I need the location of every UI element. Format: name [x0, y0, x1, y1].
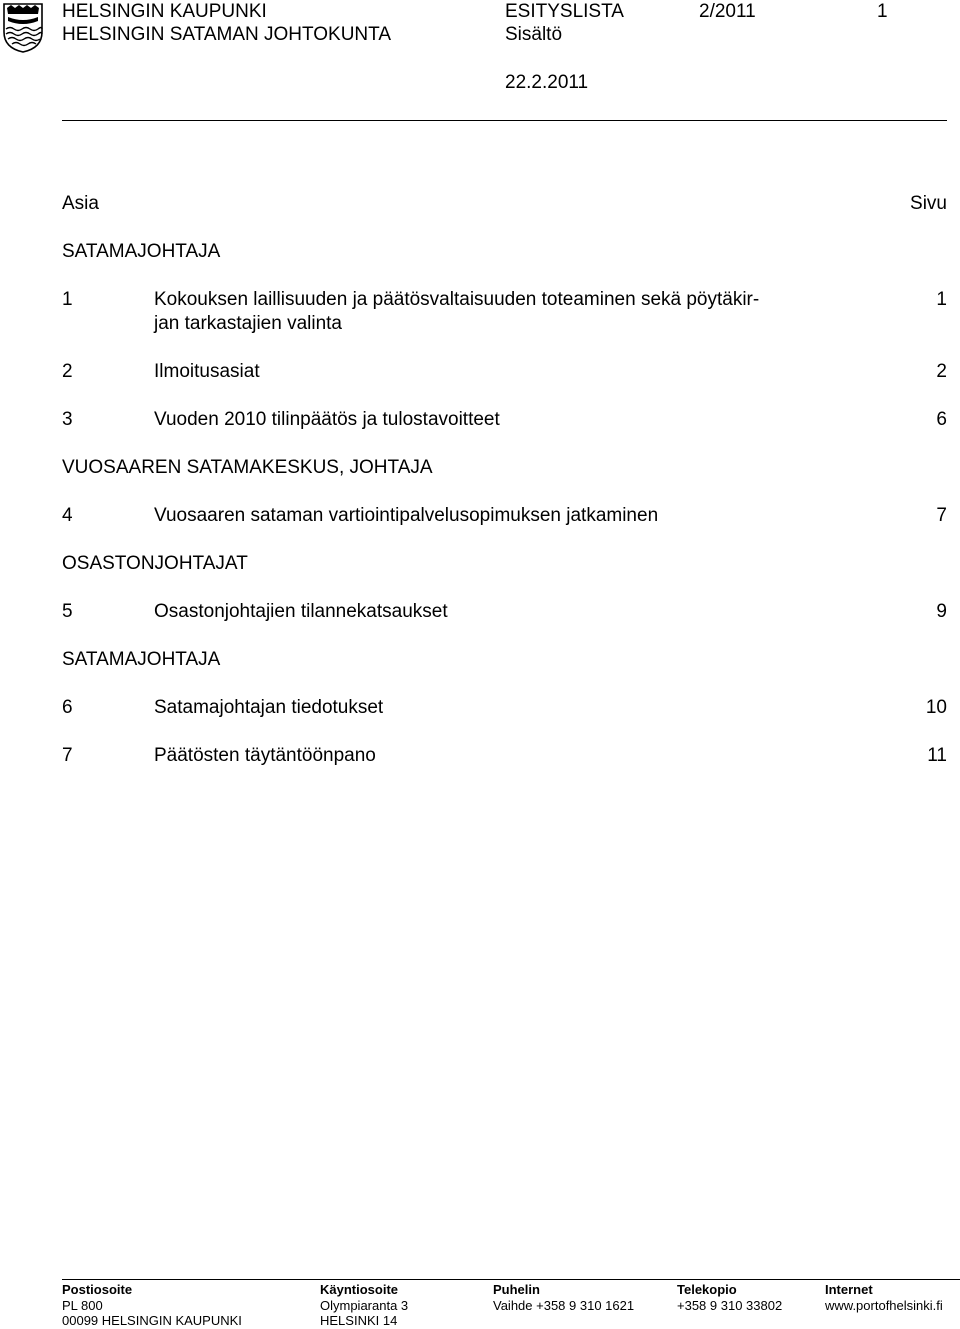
footer-postal-line2: 00099 HELSINGIN KAUPUNKI: [62, 1313, 242, 1328]
footer-fax-label: Telekopio: [677, 1282, 737, 1297]
item-number: 6: [62, 697, 73, 718]
column-page-header: Sivu: [910, 193, 947, 214]
group-heading: SATAMAJOHTAJA: [62, 649, 221, 670]
item-title: Ilmoitusasiat: [154, 361, 260, 382]
item-page: 10: [925, 697, 947, 718]
footer-postal-label: Postiosoite: [62, 1282, 133, 1297]
item-number: 1: [62, 289, 73, 310]
item-page: 7: [936, 505, 947, 526]
item-number: 3: [62, 409, 73, 430]
header-divider: [62, 120, 947, 121]
item-title: Kokouksen laillisuuden ja päätösvaltaisuuden toteaminen sekä pöytäkir-: [154, 289, 760, 310]
helsinki-coat-of-arms-icon: [2, 2, 44, 54]
column-subject-header: Asia: [62, 193, 99, 214]
page-number: 1: [877, 1, 888, 22]
group-heading: SATAMAJOHTAJA: [62, 241, 221, 262]
footer-fax-value: +358 9 310 33802: [677, 1298, 783, 1313]
org-name: HELSINGIN KAUPUNKI: [62, 1, 267, 22]
board-name: HELSINGIN SATAMAN JOHTOKUNTA: [62, 24, 392, 45]
item-page: 11: [927, 745, 947, 766]
footer-visiting-line1: Olympiaranta 3: [320, 1298, 409, 1313]
item-title: Osastonjohtajien tilannekatsaukset: [154, 601, 448, 622]
item-page: 9: [936, 601, 947, 622]
item-title: Vuoden 2010 tilinpäätös ja tulostavoitteet: [154, 409, 500, 430]
item-title: Satamajohtajan tiedotukset: [154, 697, 384, 718]
footer-internet-label: Internet: [825, 1282, 873, 1297]
group-heading: OSASTONJOHTAJAT: [62, 553, 248, 574]
group-heading: VUOSAAREN SATAMAKESKUS, JOHTAJA: [62, 457, 433, 478]
footer-website-link[interactable]: www.portofhelsinki.fi: [825, 1298, 943, 1313]
meeting-date: 22.2.2011: [505, 72, 589, 93]
item-title: Vuosaaren sataman vartiointipalvelusopimuksen jatkaminen: [154, 505, 659, 526]
item-number: 5: [62, 601, 73, 622]
footer-visiting-line2: HELSINKI 14: [320, 1313, 398, 1328]
footer-postal-line1: PL 800: [62, 1298, 103, 1313]
item-number: 4: [62, 505, 73, 526]
item-number: 7: [62, 745, 73, 766]
item-number: 2: [62, 361, 73, 382]
document-type: ESITYSLISTA: [505, 1, 624, 22]
footer-phone-value: Vaihde +358 9 310 1621: [493, 1298, 635, 1313]
item-page: 6: [936, 409, 947, 430]
item-title-continued: jan tarkastajien valinta: [154, 313, 342, 334]
footer-divider: [62, 1279, 960, 1280]
item-page: 1: [936, 289, 947, 310]
section-title: Sisältö: [505, 24, 563, 45]
item-title: Päätösten täytäntöönpano: [154, 745, 376, 766]
item-page: 2: [936, 361, 947, 382]
footer-phone-label: Puhelin: [493, 1282, 540, 1297]
footer-visiting-label: Käyntiosoite: [320, 1282, 399, 1297]
document-number: 2/2011: [699, 1, 756, 22]
